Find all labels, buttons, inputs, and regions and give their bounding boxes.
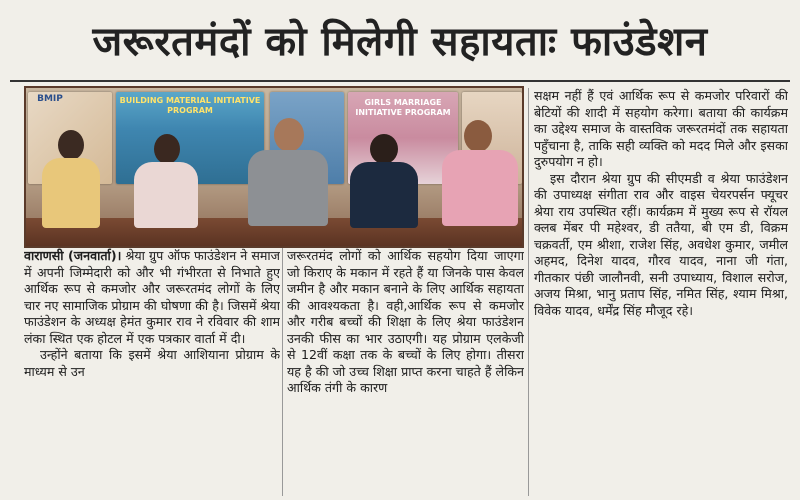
column-separator-1 xyxy=(282,248,283,496)
article-paragraph: सक्षम नहीं हैं एवं आर्थिक रूप से कमजोर परिवारों की बेटियों की शादी में सहयोग करेगा। बताया की कार्यक्रम का उद्देश्य समाज के वास्तविक जरूरतमंदों तक सहायता पहुँचाना है, ताकि सही व्यक्ति को मदद मिले और इसका दुरुपयोग न हो। xyxy=(534,88,788,169)
banner-building-text: BUILDING MATERIAL INITIATIVE PROGRAM xyxy=(119,96,261,115)
article-paragraph xyxy=(24,248,280,347)
banner-girls-text: GIRLS MARRIAGE INITIATIVE PROGRAM xyxy=(355,98,451,117)
headline: जरूरतमंदों को मिलेगी सहायताः फाउंडेशन xyxy=(92,19,708,65)
article-column-1 xyxy=(24,248,280,496)
article-text: श्रेया ग्रुप ऑफ फाउंडेशन ने समाज में अपनी जिम्मेदारी को और भी गंभीरता से निभाते हुए आर्थिक रूप से कमजोर और जरूरतमंद लोगों के लिए चार नए सामाजिक प्रोग्राम की घोषणा की है। जिसमें श्रेया फाउंडेशन के अध्यक्ष हेमंत कुमार राव ने रविवार की शाम लंका स्थित एक होटल में एक पत्रकार वार्ता में दी। xyxy=(24,248,280,346)
person-4 xyxy=(344,132,424,246)
person-3 xyxy=(240,116,334,246)
column-separator-2 xyxy=(528,88,529,496)
news-photo xyxy=(24,86,524,248)
person-5 xyxy=(436,118,522,246)
article-column-3 xyxy=(534,88,788,496)
article-paragraph: इस दौरान श्रेया ग्रुप की सीएमडी व श्रेया फाउंडेशन की उपाध्यक्ष संगीता राव और वाइस चेयरपर्सन फ्यूचर श्रेया राय उपस्थित रहीं। कार्यक्रम में मुख्य रूप से रॉयल क्लब मेंबर पी महेश्वर, डी ततैया, बी एम डी, विक्रम चक्रवर्ती, एम श्रीशा, राजेश सिंह, अवधेश कुमार, जमील अहमद, दिनेश यादव, गौरव यादव, नाना जी गंता, गीतकार पंछी जालौनवी, सनी उपाध्याय, विशाल सरोज, अजय मिश्रा, भानु प्रताप सिंह, नमित सिंह, श्याम मिश्रा, विवेक यादव, धर्मेंद्र सिंह मौजूद रहे। xyxy=(534,170,788,318)
banner-bmip-text: BMIP xyxy=(37,94,63,104)
article-column-2 xyxy=(287,248,524,496)
article-paragraph: उन्होंने बताया कि इसमें श्रेया आशियाना प्रोग्राम के माध्यम से उन xyxy=(24,347,280,379)
person-1 xyxy=(36,128,106,246)
person-2 xyxy=(126,132,206,246)
dateline: वाराणसी (जनवार्ता)। xyxy=(24,248,122,263)
article-paragraph: जरूरतमंद लोगों को आर्थिक सहयोग दिया जाएगा जो किराए के मकान में रहते हैं या जिनके पास केवल जमीन है और मकान बनाने के लिए आर्थिक सहायता की आवश्यकता है। वही,आर्थिक रूप से कमजोर और गरीब बच्चों की शिक्षा के लिए श्रेया फाउंडेशन उनकी फीस का भार उठाएगी। यह प्रोग्राम एलकेजी से 12वीं कक्षा तक के बच्चों के लिए होगा। तीसरा यह है की जो उच्च शिक्षा प्राप्त करना चाहते हैं लेकिन आर्थिक तंगी के कारण xyxy=(287,248,524,395)
headline-rule xyxy=(10,80,790,82)
